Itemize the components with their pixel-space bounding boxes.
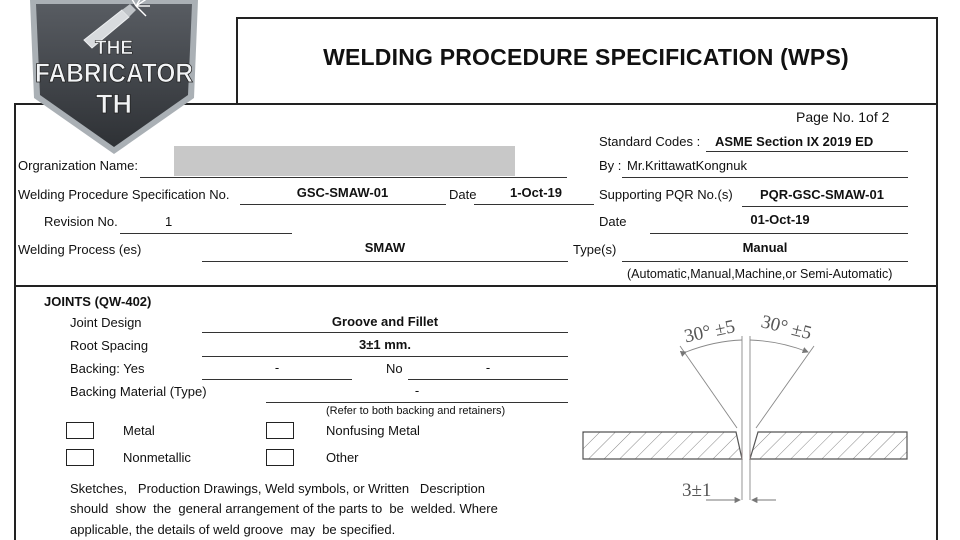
document-title: WELDING PROCEDURE SPECIFICATION (WPS): [323, 44, 849, 70]
frame-left-border: [14, 103, 16, 540]
process-value: SMAW: [364, 240, 406, 255]
frame-right-border: [936, 17, 938, 540]
root-spacing-label: Root Spacing: [70, 338, 149, 353]
pqr-value: PQR-GSC-SMAW-01: [760, 187, 884, 202]
revision-underline: [120, 233, 292, 234]
backing-no-value: -: [485, 360, 491, 375]
metal-label: Metal: [123, 423, 155, 438]
backing-no-label: No: [386, 361, 403, 376]
svg-text:30° ±5: 30° ±5: [758, 311, 814, 345]
description-line-1: Sketches, Production Drawings, Weld symbols, or Written Description: [70, 481, 485, 496]
root-spacing-underline: [202, 356, 568, 357]
svg-text:30° ±5: 30° ±5: [682, 316, 737, 348]
description-line-2: should show the general arrangement of the parts to be welded. Where: [70, 501, 498, 516]
backing-material-value: -: [414, 383, 420, 398]
svg-text:THE: THE: [95, 38, 133, 59]
backing-label: Backing: Yes: [70, 361, 145, 376]
root-spacing-value: 3±1 mm.: [359, 337, 411, 352]
date2-value: 01-Oct-19: [750, 212, 810, 227]
date2-underline: [650, 233, 908, 234]
nonmetallic-label: Nonmetallic: [123, 450, 191, 465]
other-label: Other: [326, 450, 359, 465]
fabricator-logo: [26, 0, 202, 158]
by-underline: [622, 177, 908, 178]
left-plate: [583, 432, 742, 459]
org-name-label: Orgranization Name:: [18, 158, 138, 173]
other-checkbox[interactable]: [266, 449, 294, 466]
wps-no-value: GSC-SMAW-01: [296, 185, 389, 200]
type-label: Type(s): [573, 242, 617, 257]
backing-yes-value: -: [274, 360, 280, 375]
wps-no-underline: [240, 204, 446, 205]
svg-text:3±1: 3±1: [682, 480, 712, 501]
date-label: Date: [449, 187, 477, 202]
org-name-underline: [140, 177, 567, 178]
nonmetallic-checkbox[interactable]: [66, 449, 94, 466]
backing-yes-underline: [202, 379, 352, 380]
page-number: Page No. 1of 2: [796, 109, 890, 125]
section-divider: [14, 285, 938, 287]
by-label: By :: [599, 158, 622, 173]
svg-text:FABRICATOR: FABRICATOR: [35, 58, 193, 88]
svg-text:TH: TH: [96, 89, 132, 119]
redacted-org-name: [174, 146, 515, 176]
backing-material-label: Backing Material (Type): [70, 384, 207, 399]
standard-codes-underline: [706, 151, 908, 152]
date2-label: Date: [599, 214, 627, 229]
refer-note: (Refer to both backing and retainers): [326, 405, 506, 417]
revision-label: Revision No.: [44, 214, 118, 229]
wps-no-label: Welding Procedure Specification No.: [18, 187, 230, 202]
nonfusing-metal-label: Nonfusing Metal: [326, 423, 420, 438]
standard-codes-value: ASME Section IX 2019 ED: [715, 134, 874, 149]
pqr-underline: [742, 206, 908, 207]
pqr-label: Supporting PQR No.(s): [599, 187, 733, 202]
backing-no-underline: [408, 379, 568, 380]
type-underline: [622, 261, 908, 262]
by-value: Mr.KrittawatKongnuk: [627, 158, 747, 173]
nonfusing-metal-checkbox[interactable]: [266, 422, 294, 439]
header-top-border: [236, 17, 938, 19]
standard-codes-label: Standard Codes :: [599, 134, 701, 149]
date-underline: [474, 204, 594, 205]
description-line-3: applicable, the details of weld groove may be specified.: [70, 522, 396, 537]
revision-value: 1: [165, 214, 173, 229]
process-label: Welding Process (es): [18, 242, 142, 257]
date-value: 1-Oct-19: [509, 185, 563, 200]
metal-checkbox[interactable]: [66, 422, 94, 439]
type-value: Manual: [742, 240, 788, 255]
joint-design-value: Groove and Fillet: [331, 314, 439, 329]
weld-groove-sketch: [576, 300, 916, 520]
backing-material-underline: [266, 402, 568, 403]
joint-design-label: Joint Design: [70, 315, 142, 330]
right-plate: [750, 432, 907, 459]
process-underline: [202, 261, 568, 262]
joint-design-underline: [202, 332, 568, 333]
type-hint: (Automatic,Manual,Machine,or Semi-Automatic): [627, 267, 893, 281]
joints-heading: JOINTS (QW-402): [44, 294, 152, 309]
